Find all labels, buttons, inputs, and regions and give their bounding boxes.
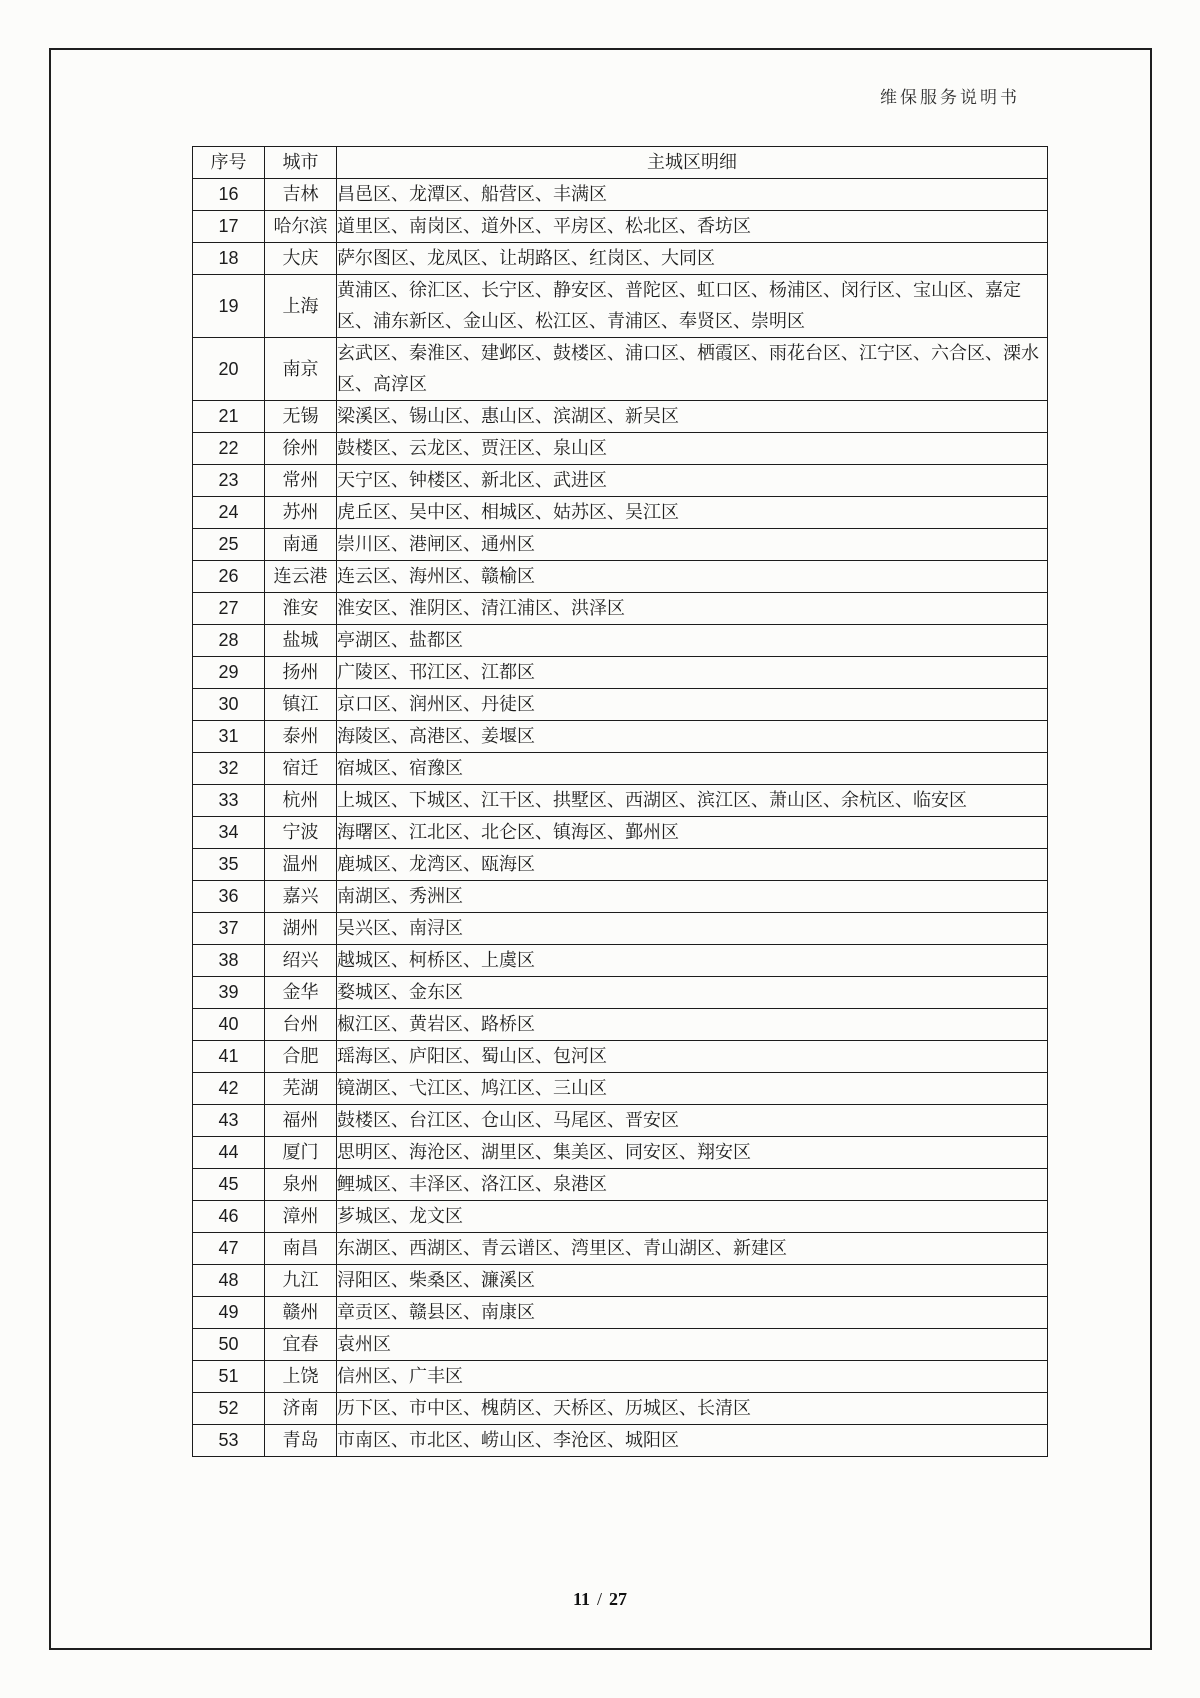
districts-cell: 道里区、南岗区、道外区、平房区、松北区、香坊区 — [337, 211, 1048, 243]
row-number-cell: 35 — [193, 849, 265, 881]
table-row — [193, 401, 1048, 433]
table-row — [193, 1393, 1048, 1425]
city-cell: 南京 — [265, 338, 337, 401]
row-number-cell: 25 — [193, 529, 265, 561]
districts-cell: 淮安区、淮阴区、清江浦区、洪泽区 — [337, 593, 1048, 625]
city-cell: 台州 — [265, 1009, 337, 1041]
districts-cell: 天宁区、钟楼区、新北区、武进区 — [337, 465, 1048, 497]
city-cell: 上饶 — [265, 1361, 337, 1393]
city-cell: 九江 — [265, 1265, 337, 1297]
city-cell: 福州 — [265, 1105, 337, 1137]
row-number-cell: 39 — [193, 977, 265, 1009]
table-row — [193, 497, 1048, 529]
table-row — [193, 1265, 1048, 1297]
districts-cell: 章贡区、赣县区、南康区 — [337, 1297, 1048, 1329]
row-number-cell: 28 — [193, 625, 265, 657]
row-number-cell: 26 — [193, 561, 265, 593]
row-number-cell: 22 — [193, 433, 265, 465]
city-cell: 盐城 — [265, 625, 337, 657]
row-number-cell: 27 — [193, 593, 265, 625]
table-row — [193, 1009, 1048, 1041]
city-cell: 宜春 — [265, 1329, 337, 1361]
districts-cell: 市南区、市北区、崂山区、李沧区、城阳区 — [337, 1425, 1048, 1457]
row-number-cell: 23 — [193, 465, 265, 497]
row-number-cell: 30 — [193, 689, 265, 721]
city-cell: 金华 — [265, 977, 337, 1009]
city-cell: 泰州 — [265, 721, 337, 753]
city-cell: 南通 — [265, 529, 337, 561]
districts-cell: 崇川区、港闸区、通州区 — [337, 529, 1048, 561]
districts-cell: 黄浦区、徐汇区、长宁区、静安区、普陀区、虹口区、杨浦区、闵行区、宝山区、嘉定区、浦东新区、金山区、松江区、青浦区、奉贤区、崇明区 — [337, 275, 1048, 338]
city-cell: 芜湖 — [265, 1073, 337, 1105]
row-number-cell: 36 — [193, 881, 265, 913]
districts-cell: 上城区、下城区、江干区、拱墅区、西湖区、滨江区、萧山区、余杭区、临安区 — [337, 785, 1048, 817]
districts-cell: 鹿城区、龙湾区、瓯海区 — [337, 849, 1048, 881]
table-row — [193, 657, 1048, 689]
districts-cell: 袁州区 — [337, 1329, 1048, 1361]
city-cell: 宁波 — [265, 817, 337, 849]
districts-cell: 广陵区、邗江区、江都区 — [337, 657, 1048, 689]
city-cell: 上海 — [265, 275, 337, 338]
city-cell: 吉林 — [265, 179, 337, 211]
city-cell: 漳州 — [265, 1201, 337, 1233]
row-number-cell: 37 — [193, 913, 265, 945]
doc-title: 维保服务说明书 — [880, 88, 1020, 107]
table-row — [193, 529, 1048, 561]
city-cell: 泉州 — [265, 1169, 337, 1201]
table-row — [193, 1169, 1048, 1201]
col-header-no: 序号 — [193, 147, 265, 179]
row-number-cell: 45 — [193, 1169, 265, 1201]
page-separator: / — [597, 1589, 603, 1609]
row-number-cell: 52 — [193, 1393, 265, 1425]
city-cell: 哈尔滨 — [265, 211, 337, 243]
city-cell: 厦门 — [265, 1137, 337, 1169]
districts-cell: 东湖区、西湖区、青云谱区、湾里区、青山湖区、新建区 — [337, 1233, 1048, 1265]
row-number-cell: 18 — [193, 243, 265, 275]
table-row — [193, 1329, 1048, 1361]
table-row — [193, 625, 1048, 657]
row-number-cell: 50 — [193, 1329, 265, 1361]
row-number-cell: 33 — [193, 785, 265, 817]
row-number-cell: 38 — [193, 945, 265, 977]
page-total: 27 — [609, 1589, 628, 1609]
table-row — [193, 1105, 1048, 1137]
row-number-cell: 16 — [193, 179, 265, 211]
districts-cell: 昌邑区、龙潭区、船营区、丰满区 — [337, 179, 1048, 211]
row-number-cell: 32 — [193, 753, 265, 785]
table-row — [193, 179, 1048, 211]
table-row — [193, 721, 1048, 753]
row-number-cell: 42 — [193, 1073, 265, 1105]
table-row — [193, 785, 1048, 817]
table-row — [193, 1297, 1048, 1329]
row-number-cell: 19 — [193, 275, 265, 338]
document-header — [880, 83, 1020, 108]
districts-cell: 亭湖区、盐都区 — [337, 625, 1048, 657]
row-number-cell: 47 — [193, 1233, 265, 1265]
city-cell: 扬州 — [265, 657, 337, 689]
city-cell: 赣州 — [265, 1297, 337, 1329]
row-number-cell: 29 — [193, 657, 265, 689]
districts-table — [192, 146, 1048, 1457]
districts-cell: 玄武区、秦淮区、建邺区、鼓楼区、浦口区、栖霞区、雨花台区、江宁区、六合区、溧水区、高淳区 — [337, 338, 1048, 401]
districts-cell: 镜湖区、弋江区、鸠江区、三山区 — [337, 1073, 1048, 1105]
table-row — [193, 945, 1048, 977]
row-number-cell: 51 — [193, 1361, 265, 1393]
table-row — [193, 243, 1048, 275]
table-body — [193, 179, 1048, 1457]
table-header-row — [193, 147, 1048, 179]
table-row — [193, 433, 1048, 465]
table-row — [193, 1233, 1048, 1265]
col-header-districts: 主城区明细 — [337, 147, 1048, 179]
table-row — [193, 849, 1048, 881]
districts-cell: 鲤城区、丰泽区、洛江区、泉港区 — [337, 1169, 1048, 1201]
city-cell: 济南 — [265, 1393, 337, 1425]
table-row — [193, 1041, 1048, 1073]
table-row — [193, 753, 1048, 785]
table-row — [193, 1361, 1048, 1393]
table-row — [193, 1137, 1048, 1169]
city-cell: 绍兴 — [265, 945, 337, 977]
city-cell: 南昌 — [265, 1233, 337, 1265]
city-cell: 连云港 — [265, 561, 337, 593]
row-number-cell: 53 — [193, 1425, 265, 1457]
city-cell: 淮安 — [265, 593, 337, 625]
districts-cell: 历下区、市中区、槐荫区、天桥区、历城区、长清区 — [337, 1393, 1048, 1425]
table-row — [193, 275, 1048, 338]
row-number-cell: 20 — [193, 338, 265, 401]
city-cell: 无锡 — [265, 401, 337, 433]
districts-cell: 越城区、柯桥区、上虞区 — [337, 945, 1048, 977]
row-number-cell: 40 — [193, 1009, 265, 1041]
districts-cell: 萨尔图区、龙凤区、让胡路区、红岗区、大同区 — [337, 243, 1048, 275]
districts-cell: 椒江区、黄岩区、路桥区 — [337, 1009, 1048, 1041]
row-number-cell: 44 — [193, 1137, 265, 1169]
city-cell: 杭州 — [265, 785, 337, 817]
table-row — [193, 338, 1048, 401]
districts-cell: 婺城区、金东区 — [337, 977, 1048, 1009]
table-row — [193, 977, 1048, 1009]
row-number-cell: 21 — [193, 401, 265, 433]
row-number-cell: 48 — [193, 1265, 265, 1297]
city-cell: 苏州 — [265, 497, 337, 529]
table-row — [193, 913, 1048, 945]
districts-cell: 鼓楼区、台江区、仓山区、马尾区、晋安区 — [337, 1105, 1048, 1137]
districts-cell: 连云区、海州区、赣榆区 — [337, 561, 1048, 593]
row-number-cell: 34 — [193, 817, 265, 849]
districts-cell: 吴兴区、南浔区 — [337, 913, 1048, 945]
districts-cell: 瑶海区、庐阳区、蜀山区、包河区 — [337, 1041, 1048, 1073]
city-cell: 青岛 — [265, 1425, 337, 1457]
page-number — [0, 1589, 1200, 1610]
row-number-cell: 31 — [193, 721, 265, 753]
table-row — [193, 1201, 1048, 1233]
districts-cell: 梁溪区、锡山区、惠山区、滨湖区、新吴区 — [337, 401, 1048, 433]
districts-cell: 宿城区、宿豫区 — [337, 753, 1048, 785]
districts-cell: 信州区、广丰区 — [337, 1361, 1048, 1393]
table-row — [193, 689, 1048, 721]
city-cell: 徐州 — [265, 433, 337, 465]
row-number-cell: 46 — [193, 1201, 265, 1233]
districts-cell: 鼓楼区、云龙区、贾汪区、泉山区 — [337, 433, 1048, 465]
city-cell: 常州 — [265, 465, 337, 497]
districts-cell: 浔阳区、柴桑区、濂溪区 — [337, 1265, 1048, 1297]
districts-cell: 京口区、润州区、丹徒区 — [337, 689, 1048, 721]
table-row — [193, 465, 1048, 497]
districts-cell: 海曙区、江北区、北仑区、镇海区、鄞州区 — [337, 817, 1048, 849]
city-cell: 大庆 — [265, 243, 337, 275]
city-cell: 宿迁 — [265, 753, 337, 785]
row-number-cell: 49 — [193, 1297, 265, 1329]
city-cell: 合肥 — [265, 1041, 337, 1073]
districts-cell: 海陵区、高港区、姜堰区 — [337, 721, 1048, 753]
table-row — [193, 561, 1048, 593]
city-cell: 嘉兴 — [265, 881, 337, 913]
table-row — [193, 593, 1048, 625]
table-row — [193, 817, 1048, 849]
districts-cell: 南湖区、秀洲区 — [337, 881, 1048, 913]
col-header-city: 城市 — [265, 147, 337, 179]
page-current: 11 — [572, 1589, 590, 1609]
table-row — [193, 1073, 1048, 1105]
row-number-cell: 41 — [193, 1041, 265, 1073]
row-number-cell: 24 — [193, 497, 265, 529]
city-cell: 温州 — [265, 849, 337, 881]
row-number-cell: 17 — [193, 211, 265, 243]
table-row — [193, 1425, 1048, 1457]
city-cell: 镇江 — [265, 689, 337, 721]
districts-cell: 思明区、海沧区、湖里区、集美区、同安区、翔安区 — [337, 1137, 1048, 1169]
table-row — [193, 211, 1048, 243]
districts-cell: 虎丘区、吴中区、相城区、姑苏区、吴江区 — [337, 497, 1048, 529]
districts-cell: 芗城区、龙文区 — [337, 1201, 1048, 1233]
city-cell: 湖州 — [265, 913, 337, 945]
row-number-cell: 43 — [193, 1105, 265, 1137]
table-row — [193, 881, 1048, 913]
